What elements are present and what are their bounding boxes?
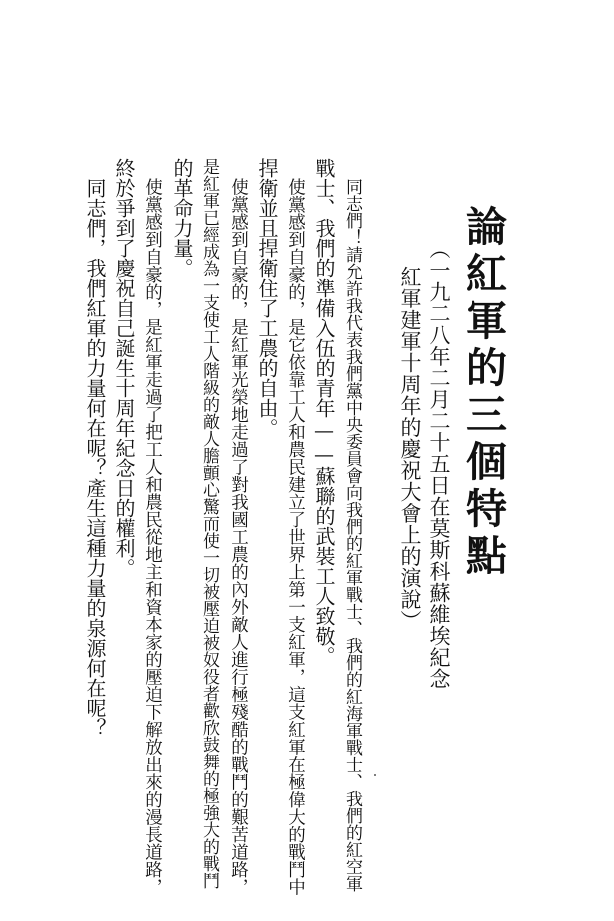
body-column-5: 使黨感到自豪的，是紅軍光榮地走過了對我國工農的內外敵人進行極殘酷的戰鬥的艱苦道路， xyxy=(228,178,249,896)
body-column-2: 戰士、我們的準備入伍的青年——蘇聯的武裝工人致敬。 xyxy=(312,158,336,666)
body-column-9: 終於爭到了慶祝自己誕生十周年紀念日的權利。 xyxy=(112,158,136,578)
body-column-10: 同志們，我們紅軍的力量何在呢？產生這種力量的泉源何在呢？ xyxy=(83,178,107,738)
print-speck xyxy=(374,774,376,776)
subtitle-line-1: （一九二八年二月二十五日在莫斯科蘇維埃紀念 xyxy=(427,238,451,690)
body-column-8: 使黨感到自豪的，是紅軍走過了把工人和農民從地主和資本家的壓迫下解放出來的漫長道路， xyxy=(142,178,163,896)
body-column-6: 是紅軍已經成為一支使工人階級的敵人膽顫心驚而使一切被壓迫被奴役者歡欣鼓舞的極強大的戰鬥 xyxy=(199,158,219,889)
subtitle-line-2: 紅軍建軍十周年的慶祝大會上的演說） xyxy=(398,266,422,632)
body-column-3: 使黨感到自豪的，是它依靠工人和農民建立了世界上第一支紅軍，這支紅軍在極偉大的戰鬥中 xyxy=(285,178,306,896)
body-column-1: 同志們！請允許我代表我們黨中央委員會向我們的紅軍戰士、我們的紅海軍戰士、我們的紅空軍 xyxy=(342,178,362,892)
body-column-4: 捍衛並且捍衛住了工農的自由。 xyxy=(255,158,279,438)
article-title: 論紅軍的三個特點 xyxy=(459,205,507,581)
body-column-7: 的革命力量。 xyxy=(170,158,194,278)
